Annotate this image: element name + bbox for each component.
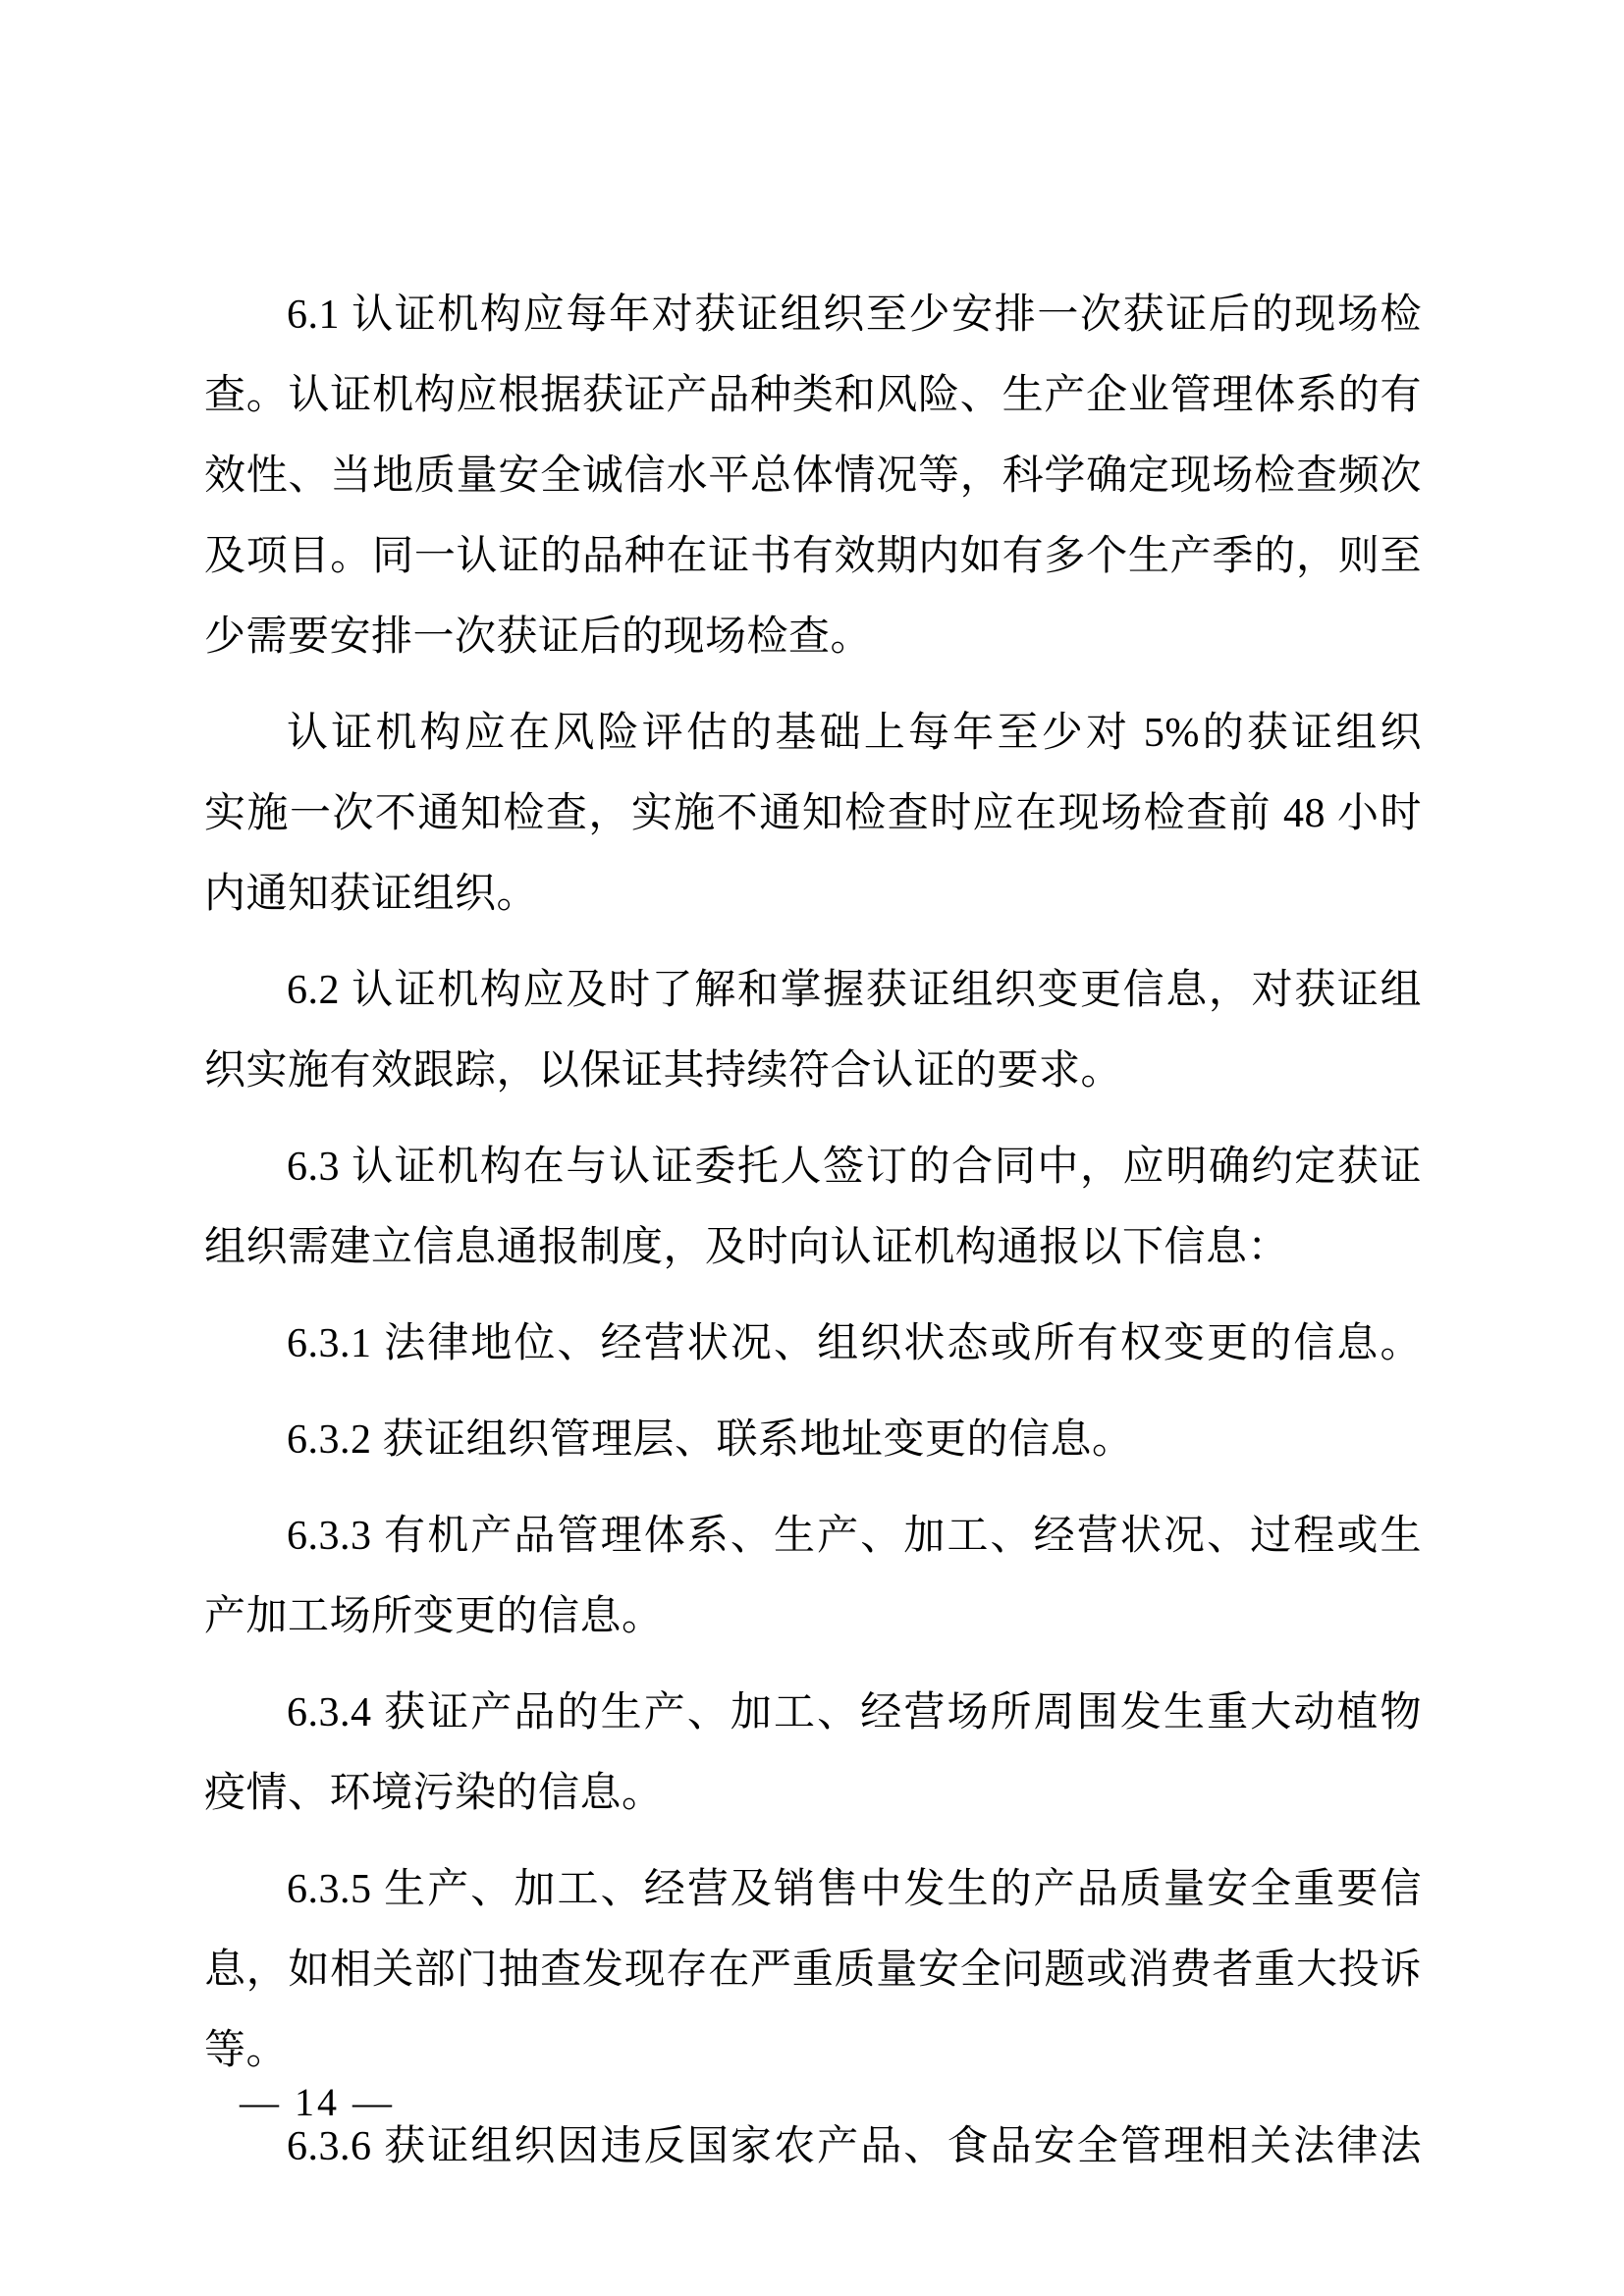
text-line: 织实施有效跟踪，以保证其持续符合认证的要求。 <box>204 1048 1123 1094</box>
page-number: — 14 — <box>240 2080 395 2124</box>
document-body <box>204 275 1422 2203</box>
text-line: 产加工场所变更的信息。 <box>204 1594 664 1639</box>
text-line: 内通知获证组织。 <box>204 872 539 917</box>
text-line: 6.3.4 获证产品的生产、加工、经营场所周围发生重大动植物 <box>287 1690 1422 1735</box>
text-line: 疫情、环境污染的信息。 <box>204 1771 664 1816</box>
text-line: 6.1 认证机构应每年对获证组织至少安排一次获证后的现场检 <box>287 293 1422 338</box>
text-line: 6.3.5 生产、加工、经营及销售中发生的产品质量安全重要信 <box>287 1867 1422 1912</box>
text-line: 息，如相关部门抽查发现存在严重质量安全问题或消费者重大投诉 <box>204 1948 1422 1993</box>
text-line: 及项目。同一认证的品种在证书有效期内如有多个生产季的，则至 <box>204 534 1422 579</box>
text-line: 查。认证机构应根据获证产品种类和风险、生产企业管理体系的有 <box>204 373 1422 418</box>
text-line: 6.3.1 法律地位、经营状况、组织状态或所有权变更的信息。 <box>287 1321 1422 1366</box>
text-line: 组织需建立信息通报制度，及时向认证机构通报以下信息： <box>204 1225 1290 1270</box>
text-line: 6.3 认证机构在与认证委托人签订的合同中，应明确约定获证 <box>287 1145 1422 1190</box>
text-line: 效性、当地质量安全诚信水平总体情况等，科学确定现场检查频次 <box>204 454 1422 499</box>
text-line: 6.3.3 有机产品管理体系、生产、加工、经营状况、过程或生 <box>287 1514 1422 1559</box>
text-line: 等。 <box>204 2028 289 2073</box>
text-line: 6.2 认证机构应及时了解和掌握获证组织变更信息，对获证组 <box>287 968 1422 1013</box>
text-line: 6.3.6 获证组织因违反国家农产品、食品安全管理相关法律法 <box>287 2124 1422 2169</box>
text-line: 6.3.2 获证组织管理层、联系地址变更的信息。 <box>287 1417 1134 1463</box>
text-line: 实施一次不通知检查，实施不通知检查时应在现场检查前 48 小时 <box>204 791 1422 836</box>
text-line: 少需要安排一次获证后的现场检查。 <box>204 614 873 660</box>
text-line: 认证机构应在风险评估的基础上每年至少对 5%的获证组织 <box>287 711 1422 756</box>
